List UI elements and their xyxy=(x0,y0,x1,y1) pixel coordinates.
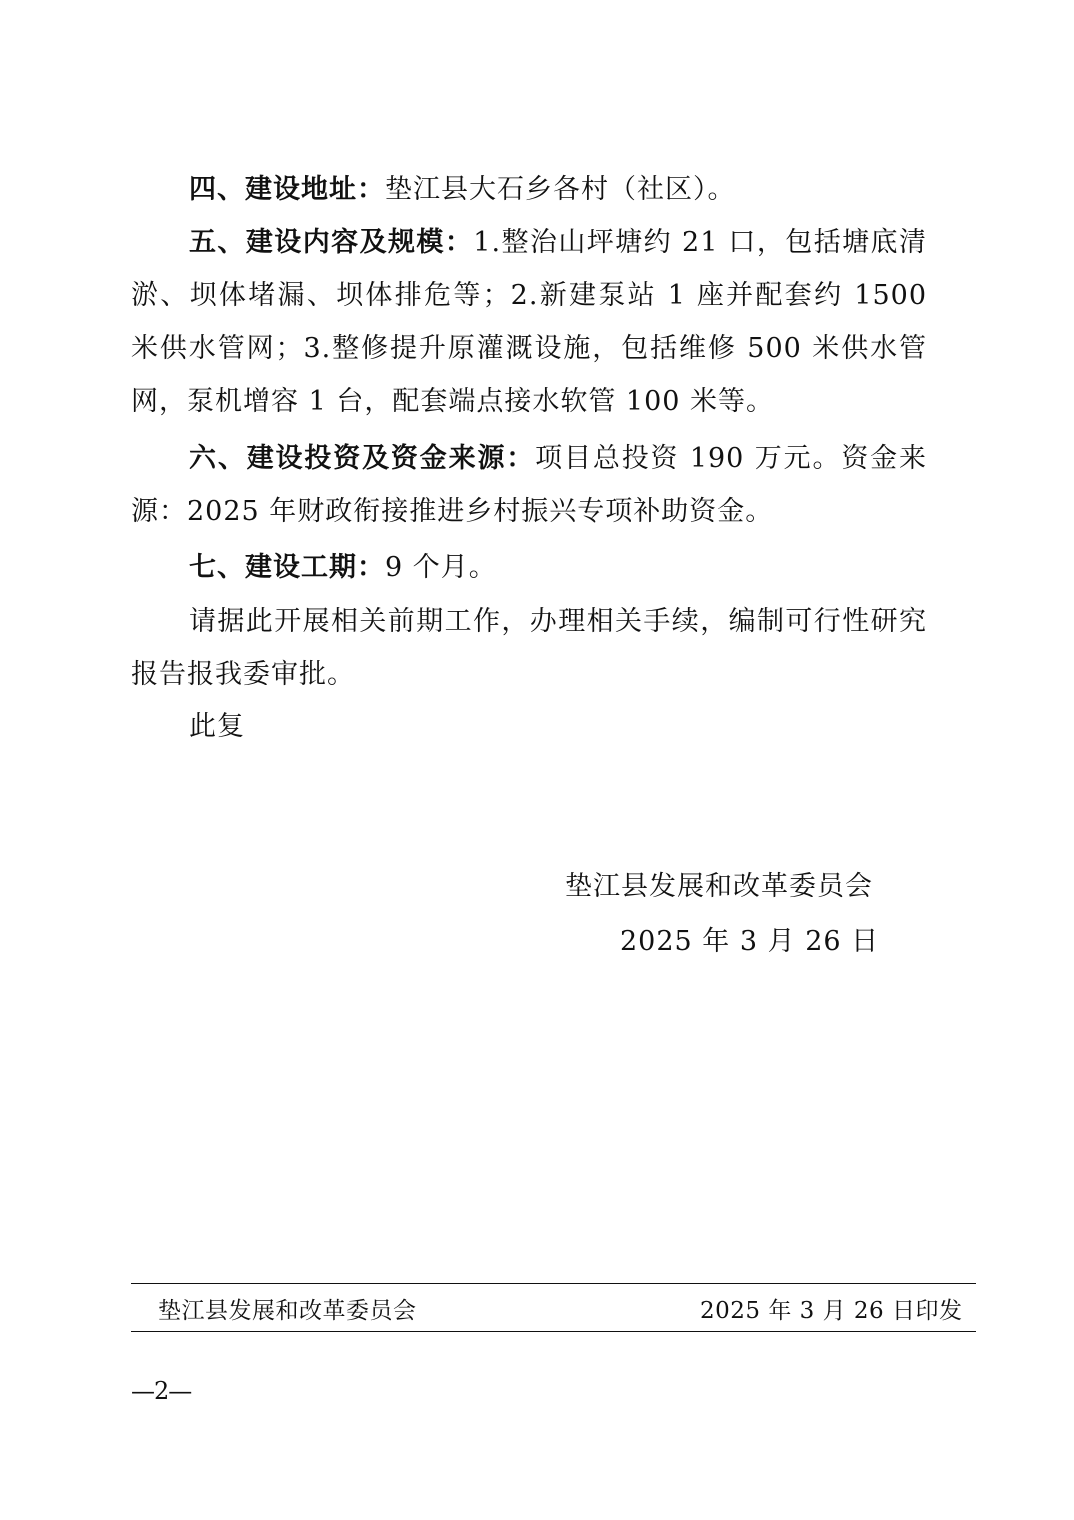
signature-date: 2025 年 3 月 26 日 xyxy=(620,926,880,957)
closing-text: 此复 xyxy=(189,711,245,742)
section-address-body: 垫江县大石乡各村（社区）。 xyxy=(385,174,736,205)
section-period xyxy=(131,541,927,594)
section-investment-body: 项目总投资 190 万元。资金来源：2025 年财政衔接推进乡村振兴专项补助资金。 xyxy=(131,443,928,527)
instruction-paragraph: 请据此开展相关前期工作，办理相关手续，编制可行性研究报告报我委审批。 xyxy=(131,606,927,690)
page-number: —2— xyxy=(131,1377,192,1405)
section-period-body: 9 个月。 xyxy=(385,552,497,583)
section-investment-heading: 六、建设投资及资金来源： xyxy=(189,443,536,474)
footer-top-rule xyxy=(131,1283,976,1284)
section-address-heading: 四、建设地址： xyxy=(189,174,385,205)
section-address xyxy=(131,163,927,216)
signature-organization: 垫江县发展和改革委员会 xyxy=(565,871,873,902)
footer-bottom-rule xyxy=(131,1331,976,1332)
footer-issuer: 垫江县发展和改革委员会 xyxy=(158,1298,417,1324)
section-content-heading: 五、建设内容及规模： xyxy=(189,227,474,258)
section-investment xyxy=(131,432,927,538)
footer-issue-date: 2025 年 3 月 26 日印发 xyxy=(700,1298,963,1324)
section-content-body: 1.整治山坪塘约 21 口，包括塘底清淤、坝体堵漏、坝体排危等；2.新建泵站 1 座并配套约 1500 米供水管网；3.整修提升原灌溉设施，包括维修 500 米供水管网，泵机增容 1 台，配套端点接水软管 100 米等。 xyxy=(131,227,927,417)
section-content xyxy=(131,216,927,428)
section-period-heading: 七、建设工期： xyxy=(189,552,385,583)
